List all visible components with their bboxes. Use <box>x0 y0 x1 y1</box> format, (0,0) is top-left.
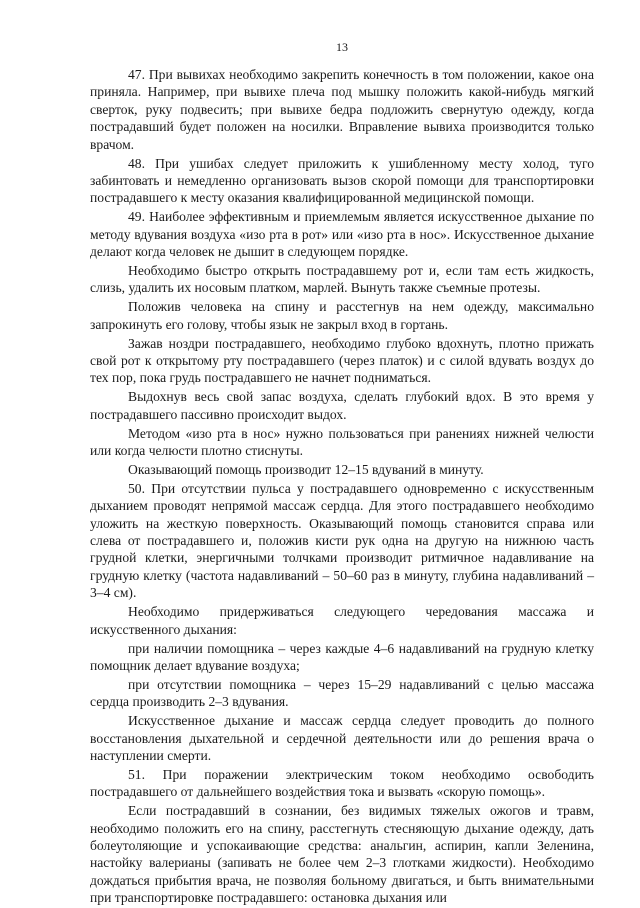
paragraph: 51. При поражении электрическим током необходимо освободить пострадавшего от дальнейшего воздействия тока и вызвать «скорую помощь». <box>90 766 594 800</box>
paragraph: 47. При вывихах необходимо закрепить конечность в том положении, какое она приняла. Например, при вывихе плеча под мышку положить какой-нибудь мягкий сверток, руку подвесить; при вывихе бедра подложить свернутую одежду, когда пострадавший будет положен на носилки. Вправление вывиха производится только врачом. <box>90 67 594 152</box>
paragraph: Выдохнув весь свой запас воздуха, сделать глубокий вдох. В это время у пострадавшего пассивно происходит выдох. <box>90 389 594 422</box>
paragraph: Зажав ноздри пострадавшего, необходимо глубоко вдохнуть, плотно прижать свой рот к открытому рту пострадавшего (через платок) и с силой вдувать воздух до тех пор, пока грудь пострадавшего не начнет подниматься. <box>90 335 594 386</box>
paragraph: Методом «изо рта в нос» нужно пользоваться при ранениях нижней челюсти или когда челюсти плотно стиснуты. <box>90 425 594 459</box>
paragraph: при наличии помощника – через каждые 4–6 надавливаний на грудную клетку помощник делает вдувание воздуха; <box>90 640 594 673</box>
paragraph: Искусственное дыхание и массаж сердца следует проводить до полного восстановления дыхательной и сердечной деятельности или до решения врача о наступлении смерти. <box>90 713 594 763</box>
body-text <box>90 66 594 907</box>
paragraph: 48. При ушибах следует приложить к ушибленному месту холод, туго забинтовать и немедленно организовать вызов скорой помощи для транспортировки пострадавшего к месту оказания квалифицированной медицинской помощи. <box>90 155 594 206</box>
paragraph: Положив человека на спину и расстегнув на нем одежду, максимально запрокинуть его голову, чтобы язык не закрыл вход в гортань. <box>90 299 594 332</box>
document-page <box>90 40 594 908</box>
paragraph: Если пострадавший в сознании, без видимых тяжелых ожогов и травм, необходимо положить его на спину, расстегнуть стесняющую дыхание одежду, дать болеутоляющие и успокаивающие средства: анальгин, аспирин, капли Зеленина, настойку валерианы (запивать не более чем 2–3 глотками жидкости). Необходимо дождаться прибытия врача, не позволяя больному двигаться, и быть внимательными при транспортировке пострадавшего: остановка дыхания или <box>90 803 594 906</box>
paragraph: 50. При отсутствии пульса у пострадавшего одновременно с искусственным дыханием проводят непрямой массаж сердца. Для этого пострадавшего необходимо уложить на жесткую поверхность. Оказывающий помощь становится справа или слева от пострадавшего и, положив кисти рук одна на другую на нижнюю часть грудной клетки, энергичными толчками производит ритмичное надавливание на грудную клетку (частота надавливаний – 50–60 раз в минуту, глубина надавливаний – 3–4 см). <box>90 480 594 601</box>
paragraph: Необходимо придерживаться следующего чередования массажа и искусственного дыхания: <box>90 604 594 637</box>
paragraph: 49. Наиболее эффективным и приемлемым является искусственное дыхание по методу вдувания воздуха «изо рта в рот» или «изо рта в нос». Искусственное дыхание делают когда человек не дышит в следующем порядке. <box>90 209 594 260</box>
page-number: 13 <box>336 40 348 54</box>
paragraph: при отсутствии помощника – через 15–29 надавливаний с целью массажа сердца производить 2–3 вдувания. <box>90 676 594 710</box>
paragraph: Оказывающий помощь производит 12–15 вдуваний в минуту. <box>128 461 484 477</box>
paragraph: Необходимо быстро открыть пострадавшему рот и, если там есть жидкость, слизь, удалить их носовым платком, марлей. Вынуть также съемные протезы. <box>90 262 594 296</box>
